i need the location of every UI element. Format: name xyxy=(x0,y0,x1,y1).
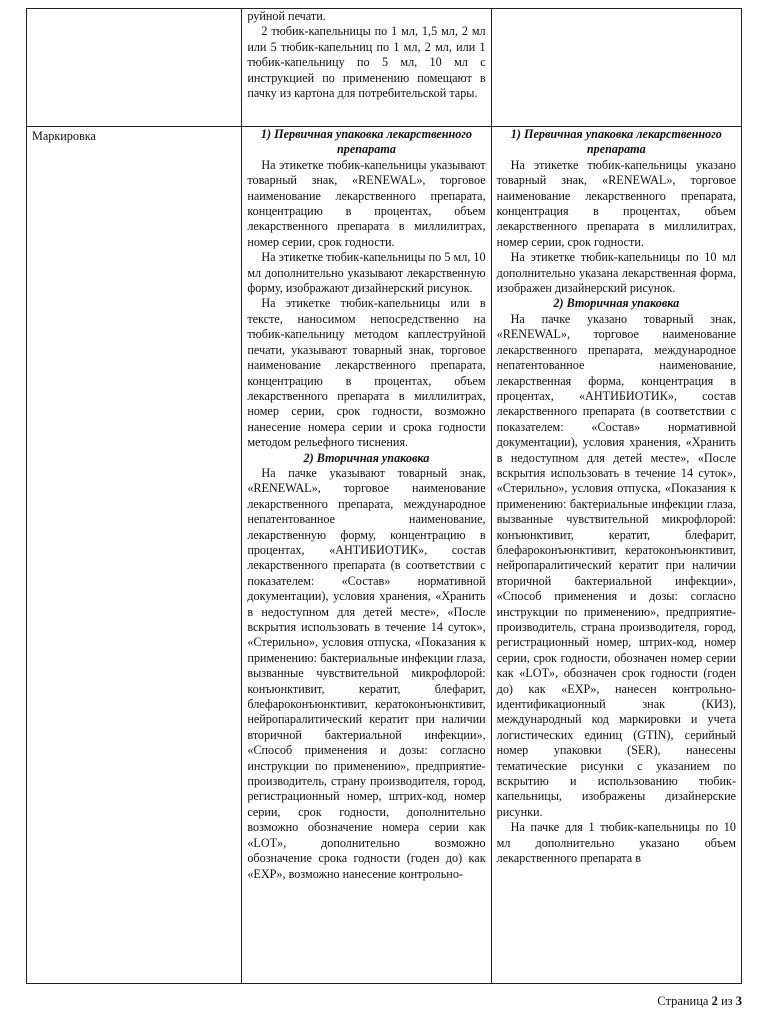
table-row-continuation xyxy=(27,9,742,127)
marking-label-cell xyxy=(27,127,242,984)
marking-proposed-cell xyxy=(491,127,741,984)
marking-label: Маркировка xyxy=(32,129,96,143)
row1-text-line: руйной печати. xyxy=(247,9,326,23)
row1-label-cell xyxy=(27,9,242,127)
document-table xyxy=(26,8,742,984)
secondary-packaging-heading: 2) Вторичная упаковка xyxy=(303,450,430,465)
row1-right-cell xyxy=(491,9,741,127)
primary-label-paragraph: На этикетке тюбик-капельницы указывают товарный знак, «RENEWAL», торговое наименование лекарственного препарата, концентрацию в процентах, объем лекарственного препарата в миллилитрах, номер серии, срок годности. xyxy=(247,157,486,249)
page-number-total: 3 xyxy=(735,994,742,1008)
primary-packaging-heading: 1) Первичная упаковка лекарственного препарата xyxy=(260,127,472,157)
row1-content-cell xyxy=(242,9,491,127)
secondary-package-paragraph-right: На пачке указано товарный знак, «RENEWAL», торговое наименование лекарственного препарата, международное непатентованное наименование, лекарственная форма, концентрация в процентах, «АНТИБИОТИК», состав лекарственного препарата (в соответствии с показателем: «Состав» нормативной документации), условия хранения, «Хранить в недоступном для детей месте», «После вскрытия использовать в течение 14 суток», «Стерильно», условия отпуска, «Показания к применению: бактериальные инфекции глаза, вызванные чувствительной микрофлорой: конъюнктивит, кератит, блефарит, блефароконъюнктивит, кератоконъюнктивит, нейропаралитический кератит при наличии вторичной бактериальной инфекции», «Способ применения и дозы: согласно инструкции по применению», предприятие-производитель, страна производителя, город, регистрационный номер, штрих-код, номер серии, срок годности, обозначен номер серии как «LOT», обозначен срок годности (годен до) как «EXP», нанесен контрольно-идентификационный знак (КИЗ), международный код маркировки и учета логистических единиц (GTIN), серийный номер упаковки (SER), нанесены тематические рисунки с указанием по вскрытию и использованию тюбик-капельницы, изображены дизайнерские рисунки. xyxy=(496,311,736,819)
primary-packaging-heading-right: 1) Первичная упаковка лекарственного препарата xyxy=(510,127,722,157)
primary-extra-paragraph: На этикетке тюбик-капельницы по 5 мл, 10 мл дополнительно указывают лекарственную форму, изображают дизайнерский рисунок. xyxy=(247,250,486,296)
secondary-extra-paragraph-right: На пачке для 1 тюбик-капельницы по 10 мл дополнительно указано объем лекарственного препарата в xyxy=(496,820,736,866)
table-row-marking xyxy=(27,127,742,984)
primary-extra-paragraph-right: На этикетке тюбик-капельницы по 10 мл дополнительно указана лекарственная форма, изображен дизайнерский рисунок. xyxy=(496,250,736,296)
page-number-separator: из xyxy=(720,994,733,1008)
page-number-prefix: Страница xyxy=(657,994,709,1008)
marking-current-cell xyxy=(242,127,491,984)
page-number xyxy=(657,994,742,1009)
row1-packaging-paragraph: 2 тюбик-капельницы по 1 мл, 1,5 мл, 2 мл или 5 тюбик-капельниц по 1 мл, 2 мл, или 1 тюбик-капельницу по 5 мл, 10 мл с инструкцией по применению помещают в пачку из картона для потребительской тары. xyxy=(247,24,486,101)
primary-print-paragraph: На этикетке тюбик-капельницы или в тексте, наносимом непосредственно на тюбик-капельницу методом каплеструйной печати, указывают товарный знак, торговое наименование лекарственного препарата, концентрацию в процентах, объем лекарственного препарата в миллилитрах, номер серии, срок годности, возможно нанесение номера серии и срока годности методом рельефного тиснения. xyxy=(247,296,486,450)
secondary-packaging-heading-right: 2) Вторичная упаковка xyxy=(553,296,680,311)
page-number-current: 2 xyxy=(711,994,718,1008)
secondary-package-paragraph: На пачке указывают товарный знак, «RENEWAL», торговое наименование лекарственного препарата, международное непатентованное наименование, лекарственную форму, концентрацию в процентах, «АНТИБИОТИК», состав лекарственного препарата (в соответствии с показателем: «Состав» нормативной документации), условия хранения, «Хранить в недоступном для детей месте», «После вскрытия использовать в течение 14 суток», «Стерильно», условия отпуска, «Показания к применению: бактериальные инфекции глаза, вызванные чувствительной микрофлорой: конъюнктивит, кератит, блефарит, блефароконъюнктивит, кератоконъюнктивит, нейропаралитический кератит при наличии вторичной бактериальной инфекции», «Способ применения и дозы: согласно инструкции по применению», предприятие-производитель, страну производителя, город, регистрационный номер, штрих-код, номер серии, срок годности, дополнительно возможно обозначение номера серии как «LOT», дополнительно возможно обозначение срока годности (годен до) как «EXP», возможно нанесение контрольно- xyxy=(247,465,486,881)
primary-label-paragraph-right: На этикетке тюбик-капельницы указано товарный знак, «RENEWAL», торговое наименование лекарственного препарата, концентрация в процентах, объем лекарственного препарата в миллилитрах, номер серии, срок годности. xyxy=(496,157,736,249)
